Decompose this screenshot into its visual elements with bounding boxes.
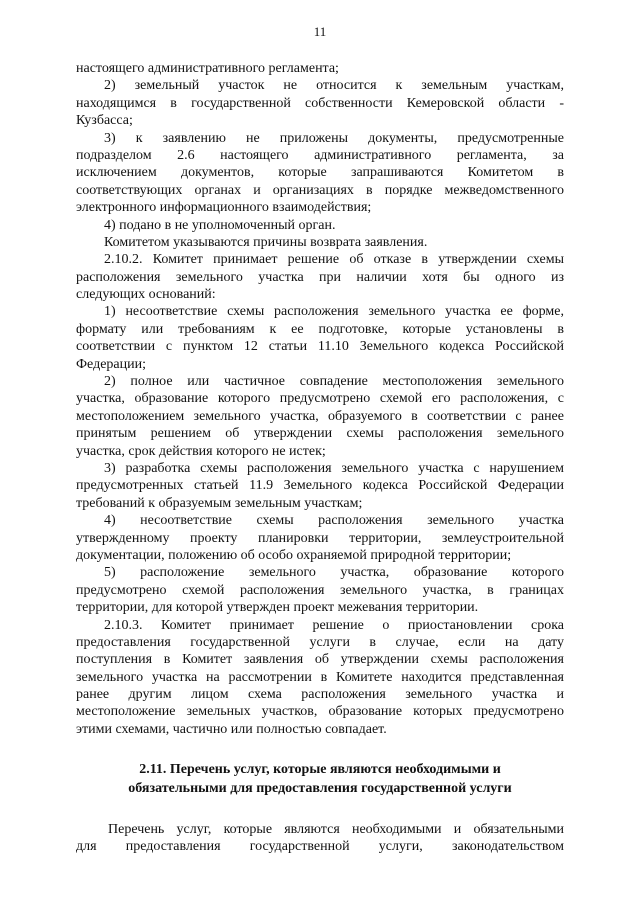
text-line: 3) к заявлению не приложены документы, предусмотренные [104, 130, 564, 146]
text-line: подразделом 2.6 настоящего административного регламента, за [76, 147, 564, 163]
text-line: Кузбасса; [76, 113, 133, 129]
text-line: документации, положению об особо охраняемой природной территории; [76, 547, 512, 563]
text-line: ранее другим лицом схема расположения земельного участка и [76, 687, 564, 703]
text-line: исключением документов, которые запрашиваются Комитетом в [76, 165, 564, 181]
section-heading [76, 760, 564, 798]
document-body [76, 60, 564, 738]
section-heading-line-2: обязательными для предоставления государственной услуги [128, 781, 512, 796]
text-line: поступления в Комитет заявления об утверждении схемы расположения [76, 652, 564, 668]
text-line: утвержденному проекту планировки территории, землеустроительной [76, 530, 564, 546]
text-line: находящимся в государственной собственности Кемеровской области - [76, 95, 564, 111]
text-line: требований к образуемым земельным участкам; [76, 495, 363, 511]
text-line: предусмотренных статьей 11.9 Земельного кодекса Российской Федерации [76, 478, 564, 494]
text-line: соответствующих органах и организациях в порядке межведомственного [76, 182, 564, 198]
text-line: 2.10.3. Комитет принимает решение о приостановлении срока [104, 617, 564, 633]
text-line: следующих оснований: [76, 287, 216, 303]
text-line: для предоставления государственной услуги, законодательством [76, 839, 564, 855]
text-line: Комитетом указываются причины возврата заявления. [104, 234, 428, 250]
text-line: формату или требованиям к ее подготовке, которые установлены в [76, 321, 564, 337]
text-line: участка, образование которого предусмотрено схемой его расположения, с [76, 391, 564, 407]
text-line: участка, срок действия которого не истек; [76, 443, 326, 459]
text-line: 2.10.2. Комитет принимает решение об отказе в утверждении схемы [104, 252, 564, 268]
text-line: настоящего административного регламента; [76, 61, 339, 76]
text-line: 2) полное или частичное совпадение местоположения земельного [104, 374, 564, 390]
section-heading-line-1: 2.11. Перечень услуг, которые являются необходимыми и [139, 762, 501, 777]
text-line: Федерации; [76, 356, 147, 372]
text-line: принятым решением об утверждении схемы расположения земельного [76, 426, 564, 442]
text-line: расположения земельного участка при наличии хотя бы одного из [76, 269, 564, 285]
text-line: местоположение земельных участков, образование которых предусмотрено [76, 704, 564, 720]
page-number: 11 [313, 24, 327, 39]
text-line: 5) расположение земельного участка, образование которого [104, 565, 564, 581]
text-line: электронного информационного взаимодействия; [76, 200, 372, 216]
text-line: земельного участка на рассмотрении в Комитете находится представленная [76, 669, 564, 685]
text-line: предоставления государственной услуги в случае, если на дату [76, 634, 564, 650]
text-line: 2) земельный участок не относится к земельным участкам, [104, 78, 564, 94]
paragraph-start [76, 820, 564, 855]
text-line: предусмотрено схемой расположения земельного участка, в границах [76, 582, 564, 598]
text-line: 4) подано в не уполномоченный орган. [104, 217, 336, 233]
text-line: соответствии с пунктом 12 статьи 11.10 Земельного кодекса Российской [76, 339, 564, 355]
text-line: 4) несоответствие схемы расположения земельного участка [104, 513, 564, 529]
text-line: 1) несоответствие схемы расположения земельного участка ее форме, [104, 304, 564, 320]
text-line: местоположением земельного участка, образуемого в соответствии с ранее [76, 408, 564, 424]
text-line: этими схемами, частично или полностью совпадает. [76, 721, 387, 737]
text-line: Перечень услуг, которые являются необходимыми и обязательными [108, 822, 564, 837]
text-line: территории, для которой утвержден проект межевания территории. [76, 600, 479, 616]
text-line: 3) разработка схемы расположения земельного участка с нарушением [104, 460, 564, 476]
